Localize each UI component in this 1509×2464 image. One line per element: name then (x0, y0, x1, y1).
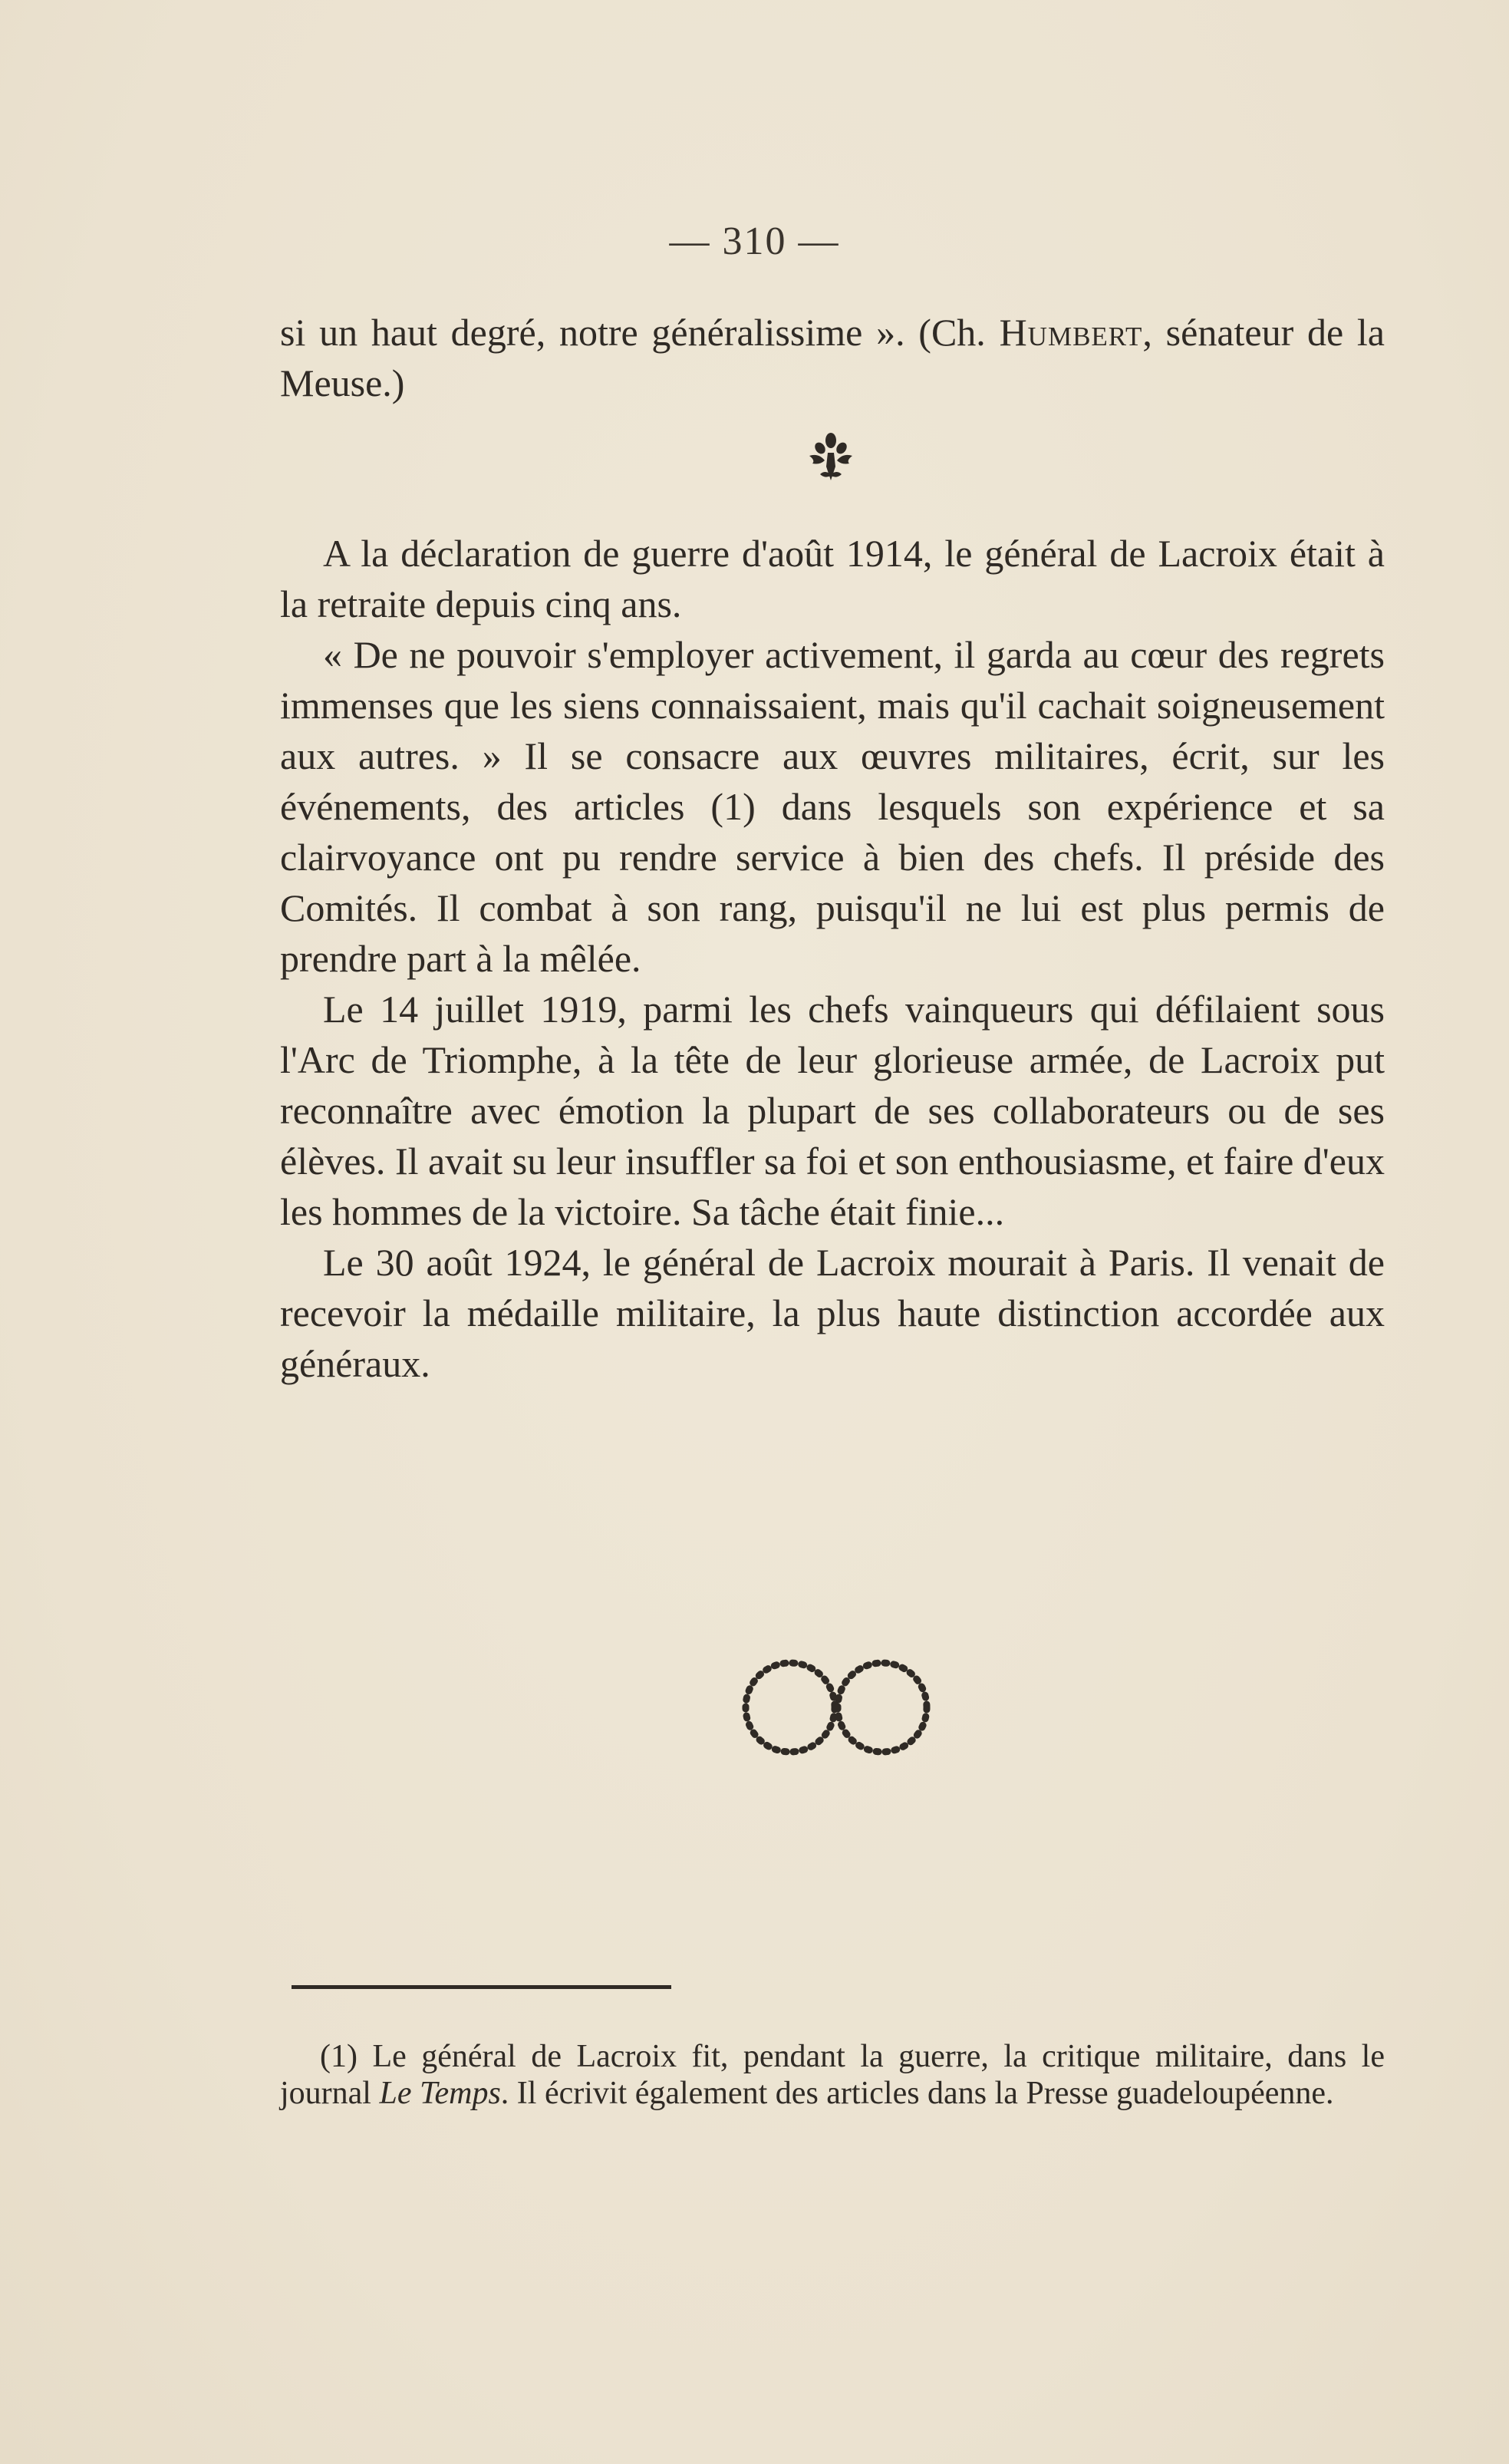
footnote-marker: (1) (320, 2039, 357, 2074)
footnote-rule (292, 1985, 671, 1989)
author-name: Humbert (999, 311, 1143, 354)
paragraph: « De ne pouvoir s'employer activement, il garda au cœur des regrets immenses que les siens connaissaient, mais qu'il cachait soigneusement aux autres. » Il se consacre aux œuvres militaires, écrit, sur les événements, des articles (1) dans lesquels son expérience et sa clairvoyance ont pu rendre service à bien des chefs. Il préside des Comités. Il combat à son rang, puisqu'il ne lui est plus permis de prendre part à la mêlée. (280, 633, 1385, 980)
continuation-text-after: , sénateur de la Meuse.) (280, 311, 1385, 404)
footnote (280, 2038, 1385, 2112)
footnote-paragraph (280, 2038, 1385, 2112)
main-text (280, 528, 1385, 1389)
paragraph: A la déclaration de guerre d'août 1914, le général de Lacroix était à la retraite depuis cinq ans. (280, 532, 1385, 625)
page-number: — 310 — (669, 219, 840, 263)
footnote-text-after: . Il écrivit également des articles dans la Presse guadeloupéenne. (500, 2076, 1334, 2111)
continuation-text-before: si un haut degré, notre généralissime ». (Ch. (280, 311, 1000, 354)
continuation-paragraph (280, 307, 1385, 408)
fleuron-icon (802, 430, 860, 488)
journal-title: Le Temps (379, 2076, 501, 2111)
paragraph: Le 14 juillet 1919, parmi les chefs vainqueurs qui défilaient sous l'Arc de Triomphe, à la tête de leur glorieuse armée, de Lacroix put reconnaître avec émotion la plupart de ses collaborateurs ou de ses élèves. Il avait su leur insuffler sa foi et son enthousiasme, et faire d'eux les hommes de la victoire. Sa tâche était finie... (280, 988, 1385, 1233)
footnote-text-before: Le général de Lacroix fit, pendant la guerre, la critique militaire, dans le journal (280, 2039, 1385, 2111)
double-ring-ornament-icon (725, 1650, 947, 1765)
paragraph: Le 30 août 1924, le général de Lacroix mourait à Paris. Il venait de recevoir la médaille militaire, la plus haute distinction accordée aux généraux. (280, 1241, 1385, 1385)
continuation-text (280, 307, 1385, 408)
